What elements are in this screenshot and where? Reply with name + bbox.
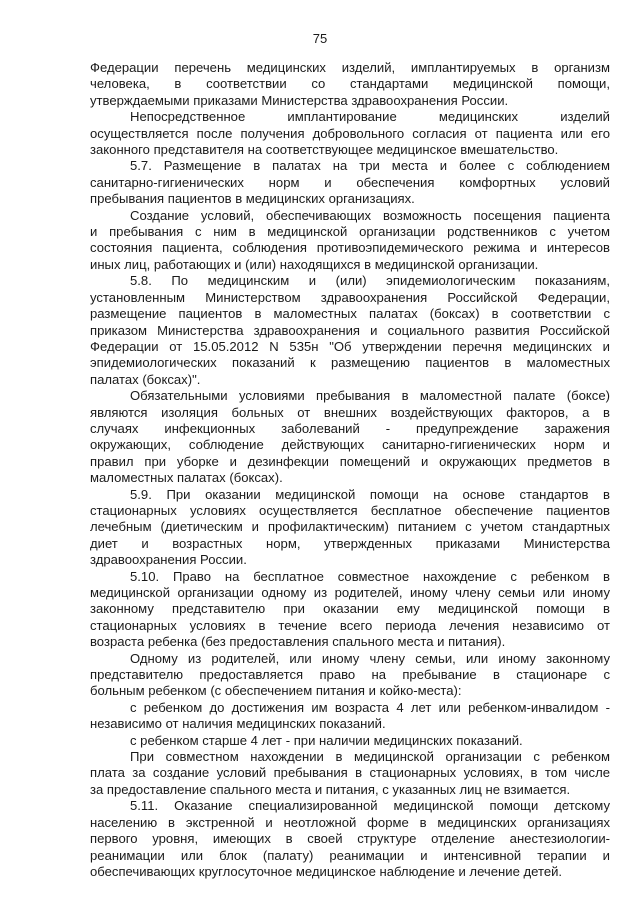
text-line: являются изоляция больных от внешних воздействующих факторов, а в xyxy=(90,404,610,420)
text-line: Непосредственное имплантирование медицинских изделий xyxy=(130,109,610,125)
text-line: санитарно-гигиенических норм и обеспечения комфортных условий xyxy=(90,174,610,190)
text-line: 5.10. Право на бесплатное совместное нахождение с ребенком в xyxy=(130,568,610,584)
text-line: приказом Министерства здравоохранения и социального развития Российской xyxy=(90,322,610,338)
text-line: При совместном нахождении в медицинской организации с ребенком xyxy=(130,749,610,765)
text-line: диет и возрастных норм, утвержденных приказами Министерства xyxy=(90,535,610,551)
text-line: законного представителя на соответствующее медицинское вмешательство. xyxy=(90,142,559,158)
text-line: населению в экстренной и неотложной форме в медицинских организациях xyxy=(90,814,610,830)
text-line: состояния пациента, соблюдения противоэпидемического режима и интересов xyxy=(90,240,610,256)
text-line: иных лиц, работающих и (или) находящихся в медицинской организации. xyxy=(90,256,539,272)
text-line: Создание условий, обеспечивающих возможность посещения пациента xyxy=(130,207,610,223)
text-line: с ребенком до достижения им возраста 4 лет или ребенком-инвалидом - xyxy=(130,699,610,715)
text-line: палатах (боксах)". xyxy=(90,371,201,387)
text-line: реанимации или блок (палату) реанимации и интенсивной терапии и xyxy=(90,847,610,863)
text-line: первого уровня, имеющих в своей структуре отделение анестезиологии- xyxy=(90,831,610,847)
text-line: стационарных условиях осуществляется бесплатное обеспечение пациентов xyxy=(90,502,610,518)
text-line: и пребывания с ним в медицинской организации родственников с учетом xyxy=(90,224,610,240)
text-line: пребывания пациентов в медицинских организациях. xyxy=(90,191,415,207)
text-line: медицинской организации одному из родителей, иному члену семьи или иному xyxy=(90,585,610,600)
text-line: Обязательными условиями пребывания в маломестной палате (боксе) xyxy=(130,388,610,404)
text-line: с ребенком старше 4 лет - при наличии медицинских показаний. xyxy=(130,732,523,748)
text-line: правил при уборке и дезинфекции помещений и окружающих предметов в xyxy=(90,453,610,469)
page-number: 75 xyxy=(312,31,328,46)
text-line: осуществляется после получения добровольного согласия от пациента или его xyxy=(90,125,610,141)
text-line: Одному из родителей, или иному члену семьи, или иному законному xyxy=(130,650,610,666)
document-body xyxy=(90,60,610,880)
text-line: плата за создание условий пребывания в стационарных условиях, в том числе xyxy=(90,765,610,781)
text-line: представителю предоставляется право на пребывание в стационаре с xyxy=(90,667,610,683)
text-line: Федерации перечень медицинских изделий, имплантируемых в организм xyxy=(90,60,610,75)
text-line: утверждаемыми приказами Министерства здравоохранения России. xyxy=(90,92,509,108)
text-line: здравоохранения России. xyxy=(90,552,247,568)
text-line: 5.7. Размещение в палатах на три места и более с соблюдением xyxy=(130,158,610,174)
text-line: эпидемиологических показаний к размещению пациентов в маломестных xyxy=(90,355,610,371)
text-line: размещение пациентов в маломестных палатах (боксах) в соответствии с xyxy=(90,306,610,322)
text-line: возраста ребенка (без предоставления спального места и питания). xyxy=(90,634,506,650)
text-line: обеспечивающих круглосуточное медицинское наблюдение и лечение детей. xyxy=(90,863,563,879)
text-line: человека, в соответствии со стандартами медицинской помощи, xyxy=(90,76,610,92)
text-line: случаях инфекционных заболеваний - предупреждение заражения xyxy=(90,420,610,436)
text-line: окружающих, соблюдение действующих санитарно-гигиенических норм и xyxy=(90,437,610,453)
text-line: за предоставление спального места и питания, с указанных лиц не взимается. xyxy=(90,781,571,797)
text-line: маломестных палатах (боксах). xyxy=(90,470,283,486)
text-line: законному представителю при оказании ему медицинской помощи в xyxy=(90,601,610,617)
text-line: установленным Министерством здравоохранения Российской Федерации, xyxy=(90,289,610,305)
text-line: 5.9. При оказании медицинской помощи на основе стандартов в xyxy=(130,486,610,502)
text-line: Федерации от 15.05.2012 N 535н "Об утверждении перечня медицинских и xyxy=(90,338,610,354)
text-line: 5.11. Оказание специализированной медицинской помощи детскому xyxy=(130,798,610,814)
text-line: лечебным (диетическим и профилактическим) питанием с учетом стандартных xyxy=(90,519,610,535)
text-line: 5.8. По медицинским и (или) эпидемиологическим показаниям, xyxy=(130,273,610,289)
text-line: стационарных условиях в течение всего периода лечения независимо от xyxy=(90,617,610,633)
text-line: независимо от наличия медицинских показаний. xyxy=(90,716,386,732)
text-line: больным ребенком (с обеспечением питания и койко-места): xyxy=(90,683,462,699)
